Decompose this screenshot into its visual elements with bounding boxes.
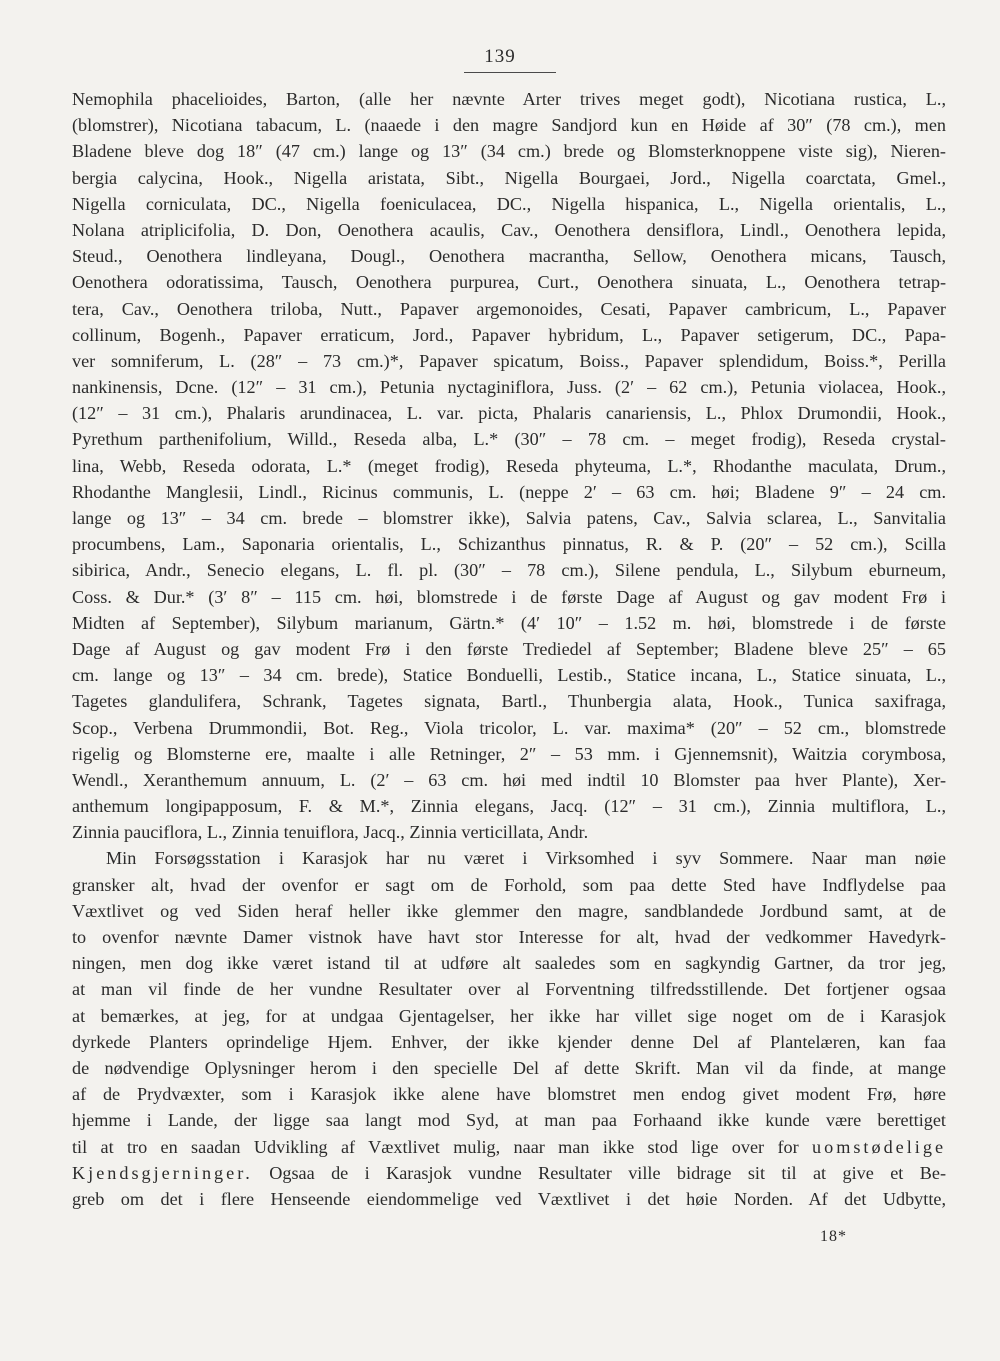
text-line: Nemophila phacelioides, Barton, (alle her nævnte Arter trives meget godt), Nicotiana rustica, L., [72,89,946,109]
text-line: gransker alt, hvad der ovenfor er sagt om de Forhold, som paa dette Sted have Indflydelse paa [72,874,946,895]
text-line: Scop., Verbena Drummondii, Bot. Reg., Viola tricolor, L. var. maxima* (20″ – 52 cm., blomstrede [72,717,946,738]
text-line: Pyrethum parthenifolium, Willd., Reseda alba, L.* (30″ – 78 cm. – meget frodig), Reseda crystal- [72,429,946,450]
paragraph-start-line: Min Forsøgsstation i Karasjok har nu været i Virksomhed i syv Sommere. Naar man nøie [106,848,946,869]
text-line: at bemærkes, at jeg, for at undgaa Gjentagelser, her ikke har villet sige noget om de i Karasjok [72,1005,946,1026]
text-line: at man vil finde de her vundne Resultater over al Forventning tilfredsstillende. Det fortjener ogsaa [72,979,946,1000]
text-line: procumbens, Lam., Saponaria orientalis, L., Schizanthus pinnatus, R. & P. (20″ – 52 cm.), Scilla [72,534,946,555]
text-line: collinum, Bogenh., Papaver erraticum, Jord., Papaver hybridum, L., Papaver setigerum, DC., Papa- [72,324,946,345]
text-segment: Ogsaa de i Karasjok vundne Resultater ville bidrage sit til at give et Be- [269,1162,946,1183]
page-number-rule [464,72,556,73]
text-line: Bladene bleve dog 18″ (47 cm.) lange og 13″ (34 cm.) brede og Blomsterknoppene viste sig), Nieren- [72,141,946,162]
spaced-emphasis: uomstødelige [812,1136,946,1157]
text-line: Midten af September), Silybum marianum, Gärtn.* (4′ 10″ – 1.52 m. høi, blomstrede i de første [72,612,946,633]
text-line: de nødvendige Oplysninger herom i den specielle Del af dette Skrift. Man vil da finde, at mange [72,1057,946,1078]
text-line: nankinensis, Dcne. (12″ – 31 cm.), Petunia nyctaginiflora, Juss. (2′ – 62 cm.), Petunia violacea, Hook., [72,377,946,398]
text-line: Væxtlivet og ved Siden heraf heller ikke glemmer den magre, sandblandede Jordbund samt, at de [72,900,946,921]
body-text [72,86,946,1212]
text-line-with-spaced-word [72,1160,946,1186]
text-line: Wendl., Xeranthemum annuum, L. (2′ – 63 cm. høi med indtil 10 Blomster paa hver Plante), Xer- [72,769,946,790]
text-line: hjemme i Lande, der ligge saa langt mod Syd, at man paa Forhaand ikke kunde være berettiget [72,1110,946,1131]
text-line: Coss. & Dur.* (3′ 8″ – 115 cm. høi, blomstrede i de første Dage af August og gav modent Frø i [72,586,946,607]
text-line: rigelig og Blomsterne ere, maalte i alle Retninger, 2″ – 53 mm. i Gjennemsnit), Waitzia corymbosa, [72,743,946,764]
text-line: Nigella corniculata, DC., Nigella foeniculacea, DC., Nigella hispanica, L., Nigella orientalis, L., [72,193,946,214]
text-line: ningen, men dog ikke været istand til at udføre alt saaledes som en sagkyndig Gartner, da tror jeg, [72,953,946,974]
text-line: Rhodanthe Manglesii, Lindl., Ricinus communis, L. (neppe 2′ – 63 cm. høi; Bladene 9″ – 24 cm. [72,481,946,502]
text-line: af de Prydvæxter, som i Karasjok ikke alene have blomstret men endog givet modent Frø, høre [72,1084,946,1105]
text-line: to ovenfor nævnte Damer vistnok have havt stor Interesse for alt, hvad der vedkommer Havedyrk- [72,927,946,947]
text-segment: til at tro en saadan Udvikling af Væxtlivet mulig, naar man ikke stod lige over for [72,1136,799,1157]
text-line: cm. lange og 13″ – 34 cm. brede), Statice Bonduelli, Lestib., Statice incana, L., Statice sinuata, L., [72,665,946,686]
text-line: ver somniferum, L. (28″ – 73 cm.)*, Papaver spicatum, Boiss., Papaver splendidum, Boiss.*, Perilla [72,350,946,371]
text-line: sibirica, Andr., Senecio elegans, L. fl. pl. (30″ – 78 cm.), Silene pendula, L., Silybum eburneum, [72,560,946,581]
spaced-emphasis: Kjendsgjerninger. [72,1162,253,1183]
text-line: bergia calycina, Hook., Nigella aristata, Sibt., Nigella Bourgaei, Jord., Nigella coarctata, Gmel., [72,167,946,188]
text-line-with-spaced-word [72,1134,946,1160]
text-line: (blomstrer), Nicotiana tabacum, L. (naaede i den magre Sandjord kun en Høide af 30″ (78 cm.), men [72,115,946,136]
text-line: Tagetes glandulifera, Schrank, Tagetes signata, Bartl., Thunbergia alata, Hook., Tunica saxifraga, [72,691,946,712]
text-line: (12″ – 31 cm.), Phalaris arundinacea, L. var. picta, Phalaris canariensis, L., Phlox Drumondii, Hook., [72,403,946,424]
text-line: Dage af August og gav modent Frø i den første Trediedel af September; Bladene bleve 25″ – 65 [72,638,946,659]
text-line: tera, Cav., Oenothera triloba, Nutt., Papaver argemonoides, Cesati, Papaver cambricum, L., Papaver [72,298,946,319]
text-line: lange og 13″ – 34 cm. brede – blomstrer ikke), Salvia patens, Cav., Salvia sclarea, L., Sanvitalia [72,508,946,528]
text-line: Zinnia pauciflora, L., Zinnia tenuiflora, Jacq., Zinnia verticillata, Andr. [72,822,589,843]
signature-mark: 18* [820,1228,847,1245]
text-line: Steud., Oenothera lindleyana, Dougl., Oenothera macrantha, Sellow, Oenothera micans, Tausch, [72,246,946,267]
text-line: dyrkede Planters oprindelige Hjem. Enhver, der ikke kjender denne Del af Plantelæren, kan faa [72,1031,946,1052]
text-line: Nolana atriplicifolia, D. Don, Oenothera acaulis, Cav., Oenothera densiflora, Lindl., Oenothera lepida, [72,219,946,240]
text-line: anthemum longipapposum, F. & M.*, Zinnia elegans, Jacq. (12″ – 31 cm.), Zinnia multiflora, L., [72,796,946,817]
text-line: Oenothera odoratissima, Tausch, Oenothera purpurea, Curt., Oenothera sinuata, L., Oenothera tetrap- [72,272,946,293]
text-line: lina, Webb, Reseda odorata, L.* (meget frodig), Reseda phyteuma, L.*, Rhodanthe maculata, Drum., [72,455,946,476]
page-number: 139 [484,46,516,67]
text-line: greb om det i flere Henseende eiendommelige ved Væxtlivet i det høie Norden. Af det Udbytte, [72,1188,946,1209]
